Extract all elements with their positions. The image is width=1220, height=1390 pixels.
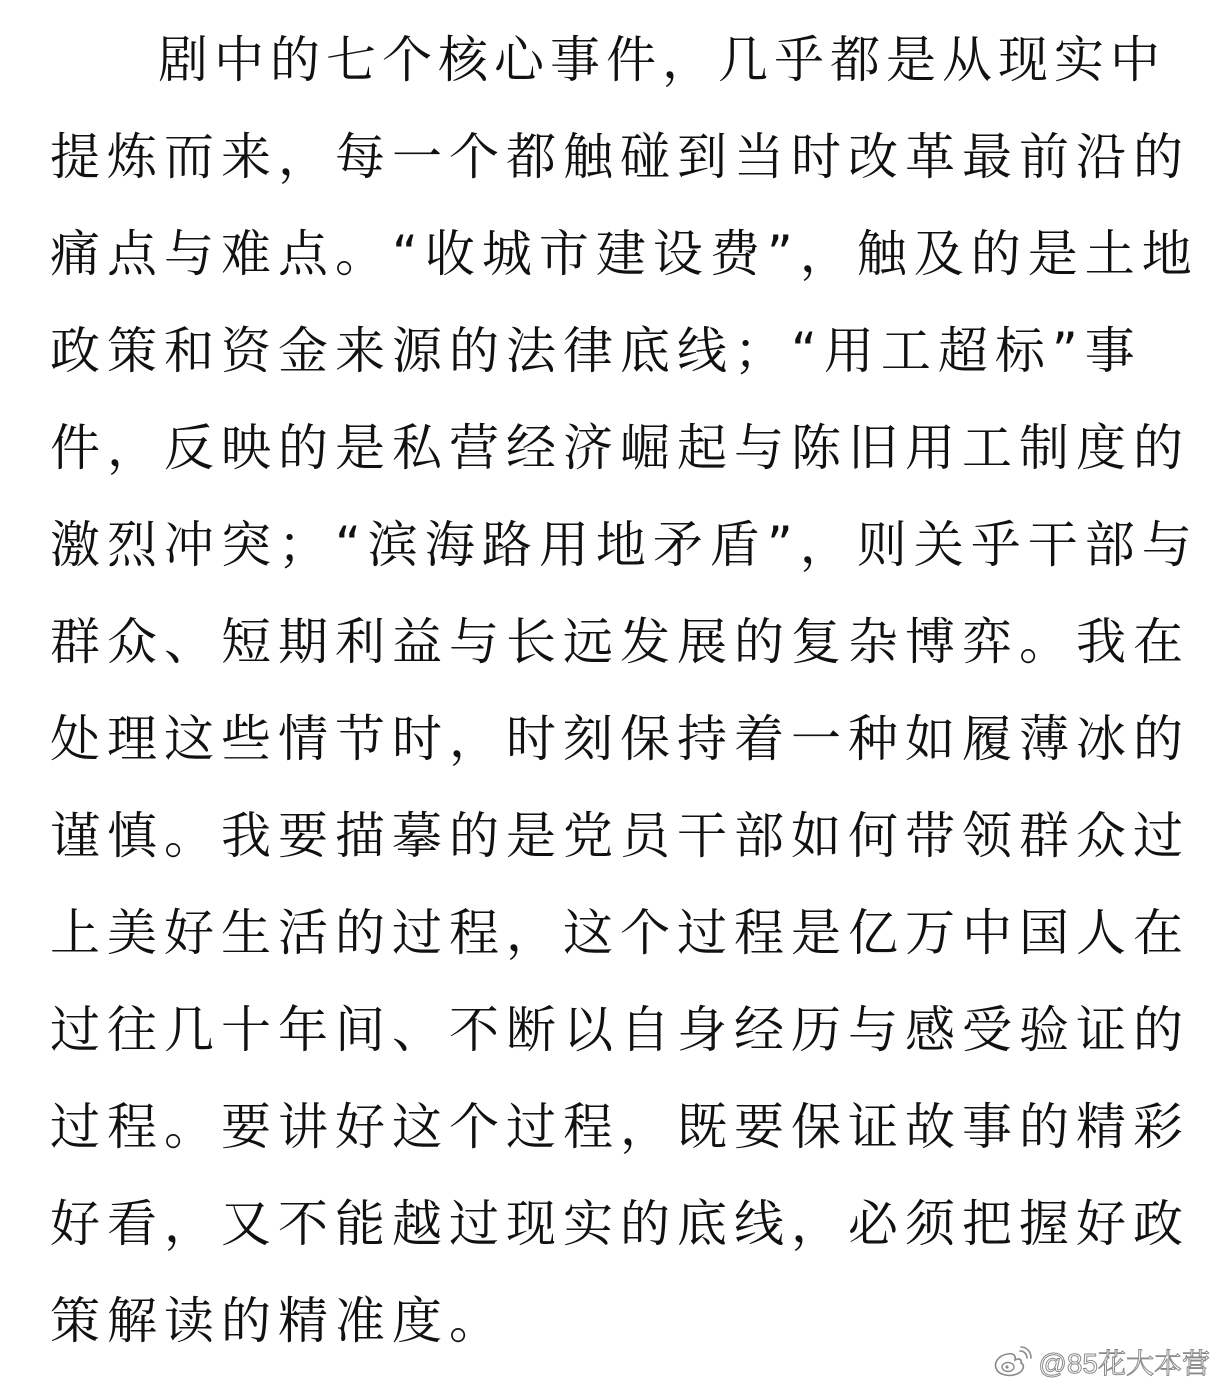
weibo-watermark [992, 1342, 1210, 1382]
paragraph-line: 剧中的七个核心事件，几乎都是从现实中 [158, 31, 1166, 89]
paragraph-line: 处理这些情节时，时刻保持着一种如履薄冰的 [50, 710, 1190, 768]
paragraph-line: 过程。要讲好这个过程，既要保证故事的精彩 [50, 1098, 1190, 1156]
paragraph-line: 件，反映的是私营经济崛起与陈旧用工制度的 [50, 419, 1190, 477]
article-body [50, 12, 1199, 1370]
paragraph-line: 策解读的精准度。 [50, 1292, 506, 1350]
paragraph-line: 好看，又不能越过现实的底线，必须把握好政 [50, 1195, 1190, 1253]
paragraph-line: 群众、短期利益与长远发展的复杂博弈。我在 [50, 613, 1190, 671]
paragraph-line: 谨慎。我要描摹的是党员干部如何带领群众过 [50, 807, 1190, 865]
paragraph-line: 过往几十年间、不断以自身经历与感受验证的 [50, 1001, 1190, 1059]
paragraph-line: 痛点与难点。“收城市建设费”，触及的是土地 [50, 225, 1199, 283]
paragraph-line: 上美好生活的过程，这个过程是亿万中国人在 [50, 904, 1190, 962]
paragraph-line: 政策和资金来源的法律底线；“用工超标”事 [50, 322, 1142, 380]
weibo-icon [992, 1346, 1032, 1378]
paragraph-line: 提炼而来，每一个都触碰到当时改革最前沿的 [50, 128, 1190, 186]
watermark-text: @85花大本营 [1038, 1348, 1210, 1379]
paragraph-line: 激烈冲突；“滨海路用地矛盾”，则关乎干部与 [50, 516, 1199, 574]
